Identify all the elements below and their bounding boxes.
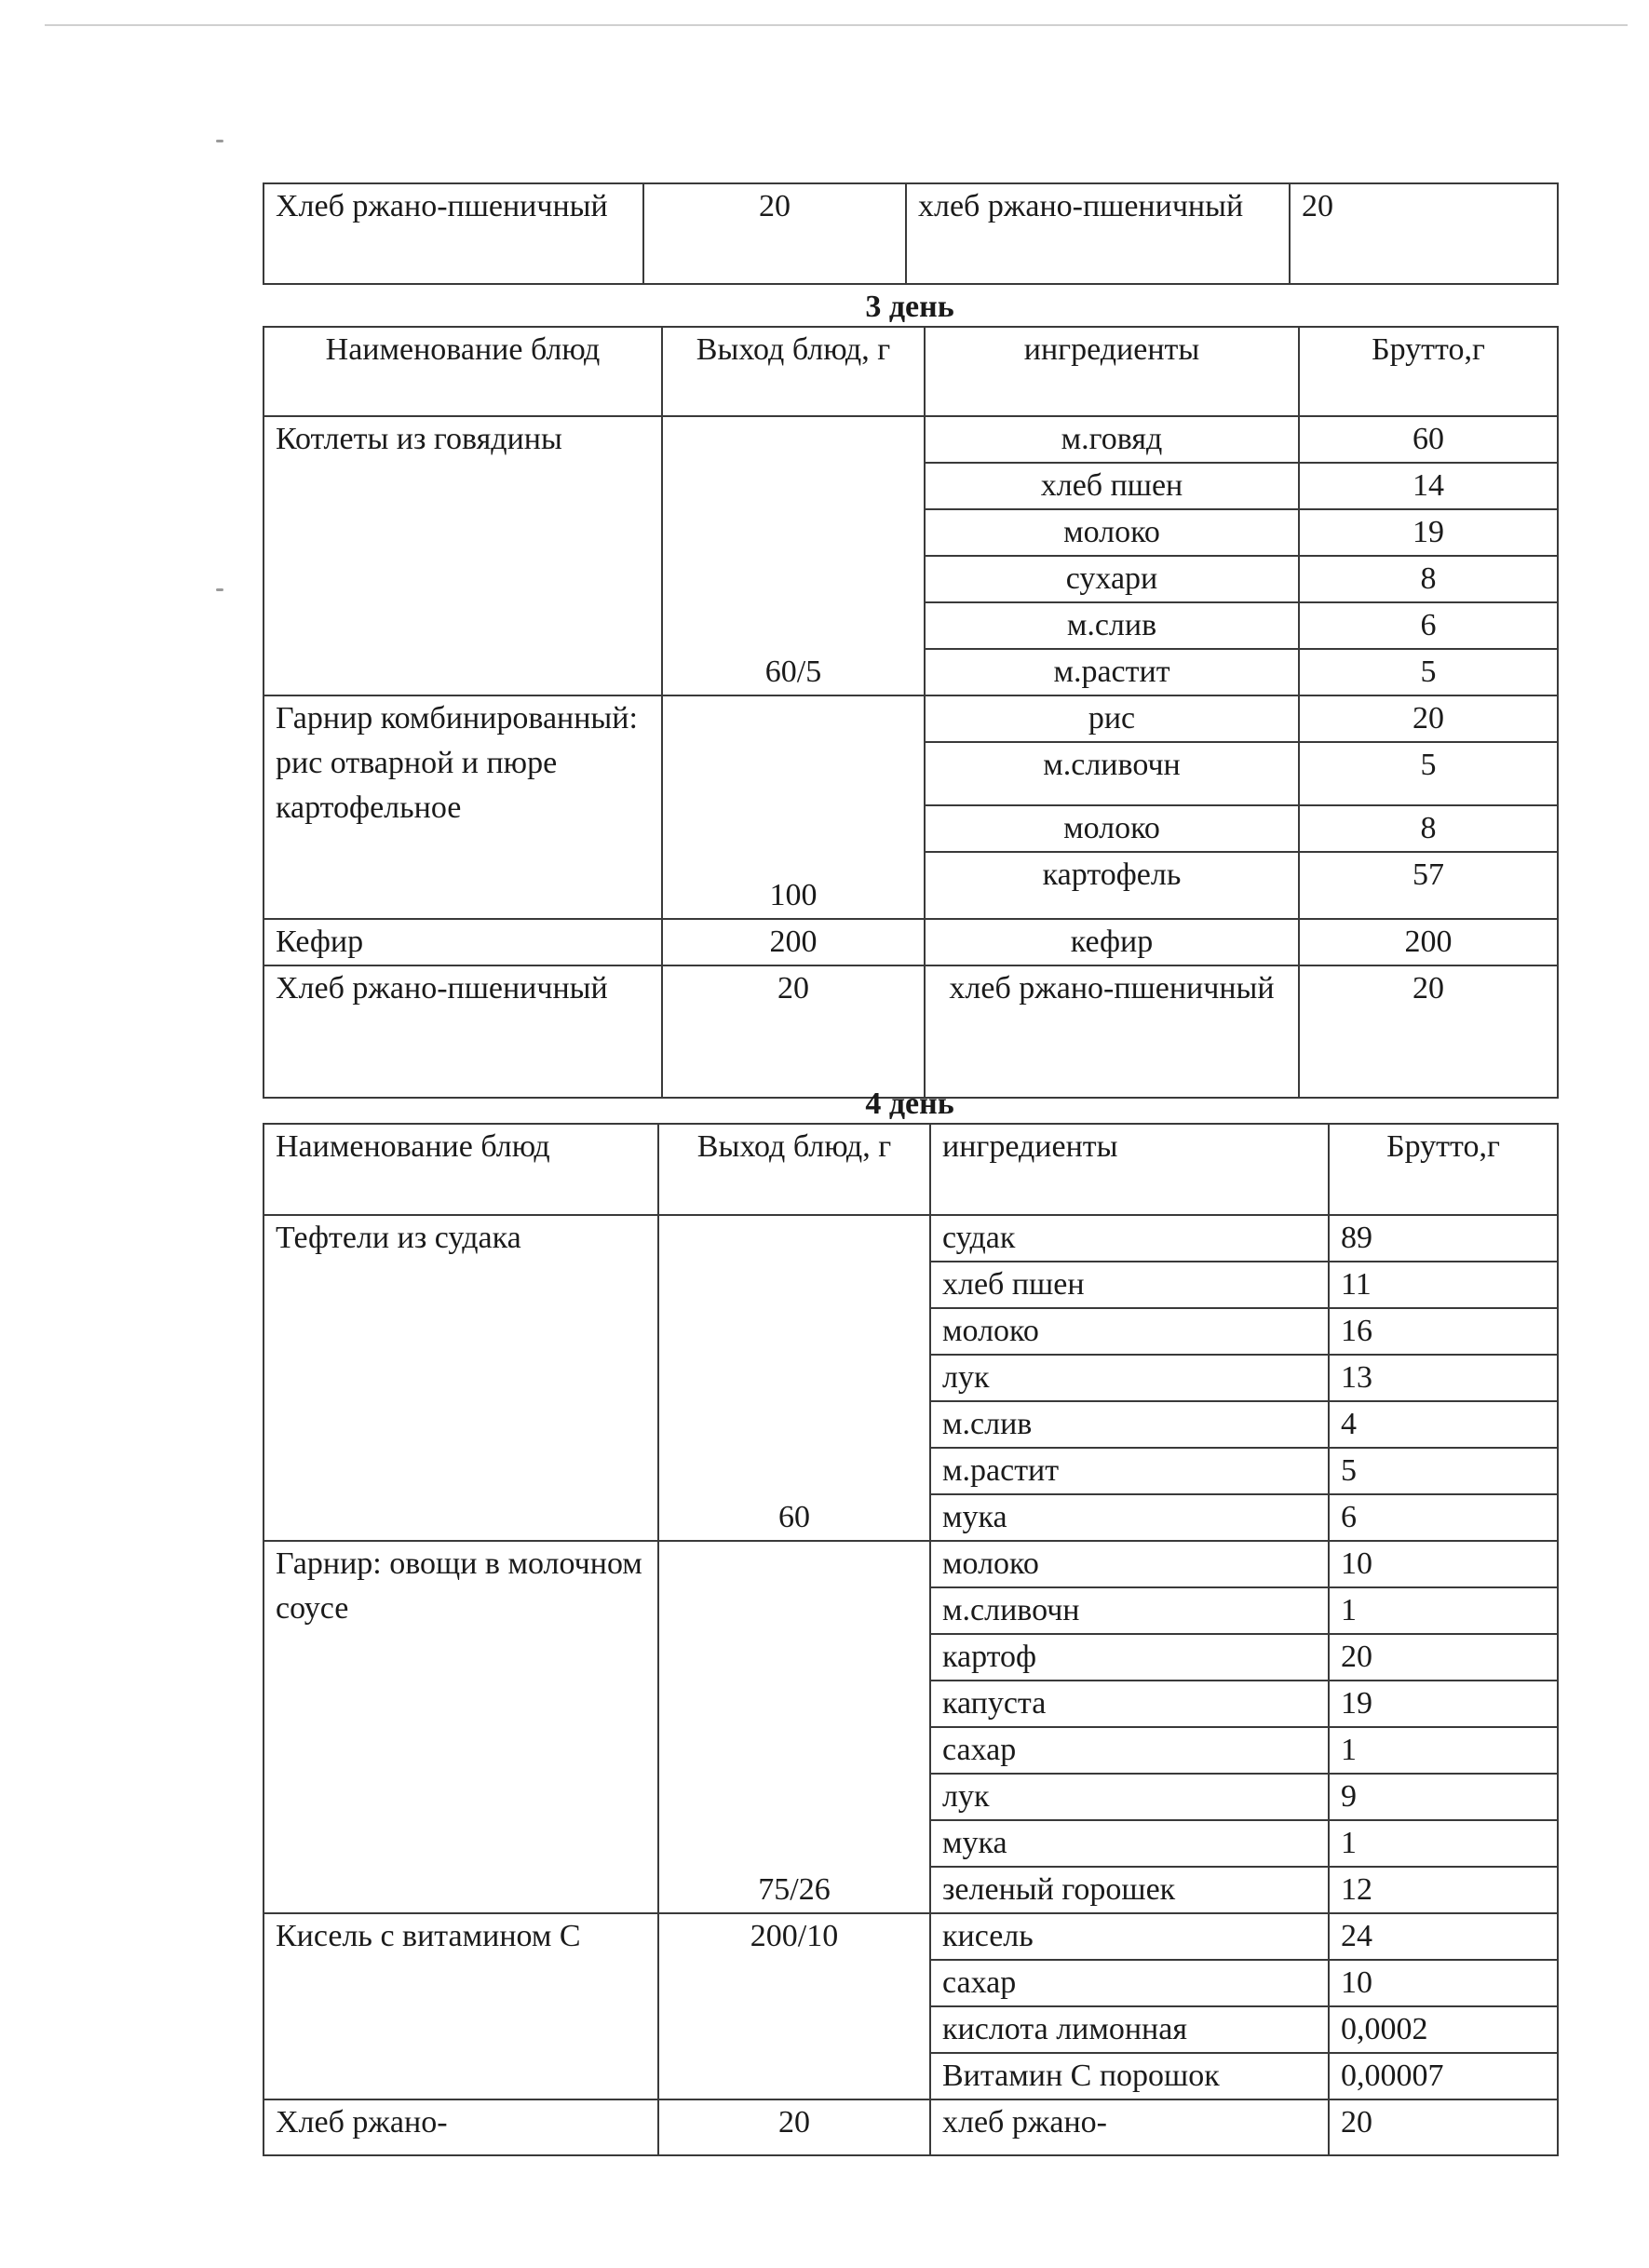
scan-speck [216,588,223,591]
brutto-value: 57 [1299,852,1558,919]
brutto-value: 5 [1329,1448,1558,1494]
ingredient-name: картофель [925,852,1299,919]
dish-name: Кефир [264,919,662,965]
dish-output: 20 [658,2099,930,2155]
ingredient-name: м.сливочн [930,1587,1329,1634]
header-output: Выход блюд, г [662,327,925,416]
day3-table [263,326,1559,1099]
table-row [264,1215,1558,1262]
dish-output: 75/26 [658,1541,930,1913]
ingredient-name: м.слив [930,1401,1329,1448]
ingredient-name: капуста [930,1681,1329,1727]
header-dish-name: Наименование блюд [264,327,662,416]
ingredient-name: зеленый горошек [930,1867,1329,1913]
ingredient-name: Витамин С порошок [930,2053,1329,2099]
ingredient-name: кисель [930,1913,1329,1960]
brutto-value: 4 [1329,1401,1558,1448]
ingredient-name: м.сливочн [925,742,1299,805]
dish-name: Кисель с витамином С [264,1913,658,2099]
brutto-value: 20 [1329,2099,1558,2155]
ingredient-name: лук [930,1355,1329,1401]
header-brutto: Брутто,г [1299,327,1558,416]
brutto-value: 11 [1329,1262,1558,1308]
table-row [264,1541,1558,1587]
brutto-value: 5 [1299,649,1558,695]
header-dish-name: Наименование блюд [264,1124,658,1215]
brutto-value: 9 [1329,1774,1558,1820]
table-row [264,2099,1558,2155]
table-row [264,965,1558,1098]
brutto-value: 1 [1329,1820,1558,1867]
dish-name: Хлеб ржано- [264,2099,658,2155]
brutto-value: 5 [1299,742,1558,805]
brutto-value: 24 [1329,1913,1558,1960]
brutto-value: 13 [1329,1355,1558,1401]
ingredient-name: молоко [930,1308,1329,1355]
ingredient-name: хлеб ржано-пшеничный [925,965,1299,1098]
table-row [264,183,1558,284]
ingredient-name: м.растит [925,649,1299,695]
dish-output: 20 [643,183,906,284]
ingredient-name: м.растит [930,1448,1329,1494]
ingredient-name: м.говяд [925,416,1299,463]
ingredient-name: хлеб ржано- [930,2099,1329,2155]
ingredient-name: мука [930,1820,1329,1867]
dish-output: 20 [662,965,925,1098]
ingredient-name: хлеб ржано-пшеничный [906,183,1290,284]
header-ingredients: ингредиенты [925,327,1299,416]
header-ingredients: ингредиенты [930,1124,1329,1215]
table-row [264,919,1558,965]
ingredient-name: сахар [930,1960,1329,2006]
ingredient-name: рис [925,695,1299,742]
brutto-value: 12 [1329,1867,1558,1913]
ingredient-name: кислота лимонная [930,2006,1329,2053]
day4-title: 4 день [865,1087,954,1121]
brutto-value: 19 [1329,1681,1558,1727]
brutto-value: 20 [1299,695,1558,742]
day3-title: 3 день [865,290,954,324]
brutto-value: 89 [1329,1215,1558,1262]
brutto-value: 0,0002 [1329,2006,1558,2053]
brutto-value: 20 [1299,965,1558,1098]
scan-speck [216,140,223,142]
dish-name: Гарнир: овощи в молочном соусе [264,1541,658,1913]
dish-name: Хлеб ржано-пшеничный [264,965,662,1098]
ingredient-name: м.слив [925,602,1299,649]
dish-output: 100 [662,695,925,919]
ingredient-name: молоко [925,805,1299,852]
brutto-value: 20 [1290,183,1558,284]
ingredient-name: лук [930,1774,1329,1820]
ingredient-name: хлеб пшен [930,1262,1329,1308]
brutto-value: 14 [1299,463,1558,509]
ingredient-name: сахар [930,1727,1329,1774]
table-row [264,416,1558,463]
brutto-value: 10 [1329,1960,1558,2006]
ingredient-name: судак [930,1215,1329,1262]
header-row [264,1124,1558,1215]
dish-name: Хлеб ржано-пшеничный [264,183,643,284]
dish-name: Гарнир комбинированный: рис отварной и пюре картофельное [264,695,662,919]
brutto-value: 1 [1329,1727,1558,1774]
header-output: Выход блюд, г [658,1124,930,1215]
dish-output: 60/5 [662,416,925,695]
ingredient-name: сухари [925,556,1299,602]
ingredient-name: молоко [925,509,1299,556]
scan-edge-line [45,24,1628,26]
brutto-value: 0,00007 [1329,2053,1558,2099]
brutto-value: 8 [1299,556,1558,602]
brutto-value: 200 [1299,919,1558,965]
brutto-value: 6 [1329,1494,1558,1541]
dish-output: 60 [658,1215,930,1541]
header-brutto: Брутто,г [1329,1124,1558,1215]
ingredient-name: кефир [925,919,1299,965]
dish-output: 200/10 [658,1913,930,2099]
brutto-value: 60 [1299,416,1558,463]
dish-name: Тефтели из судака [264,1215,658,1541]
day4-table [263,1123,1559,2156]
brutto-value: 8 [1299,805,1558,852]
brutto-value: 1 [1329,1587,1558,1634]
ingredient-name: молоко [930,1541,1329,1587]
brutto-value: 6 [1299,602,1558,649]
table-row [264,695,1558,742]
table-row [264,1913,1558,1960]
brutto-value: 10 [1329,1541,1558,1587]
ingredient-name: мука [930,1494,1329,1541]
top-table [263,182,1559,285]
brutto-value: 19 [1299,509,1558,556]
dish-output: 200 [662,919,925,965]
ingredient-name: хлеб пшен [925,463,1299,509]
brutto-value: 16 [1329,1308,1558,1355]
dish-name: Котлеты из говядины [264,416,662,695]
header-row [264,327,1558,416]
ingredient-name: картоф [930,1634,1329,1681]
brutto-value: 20 [1329,1634,1558,1681]
